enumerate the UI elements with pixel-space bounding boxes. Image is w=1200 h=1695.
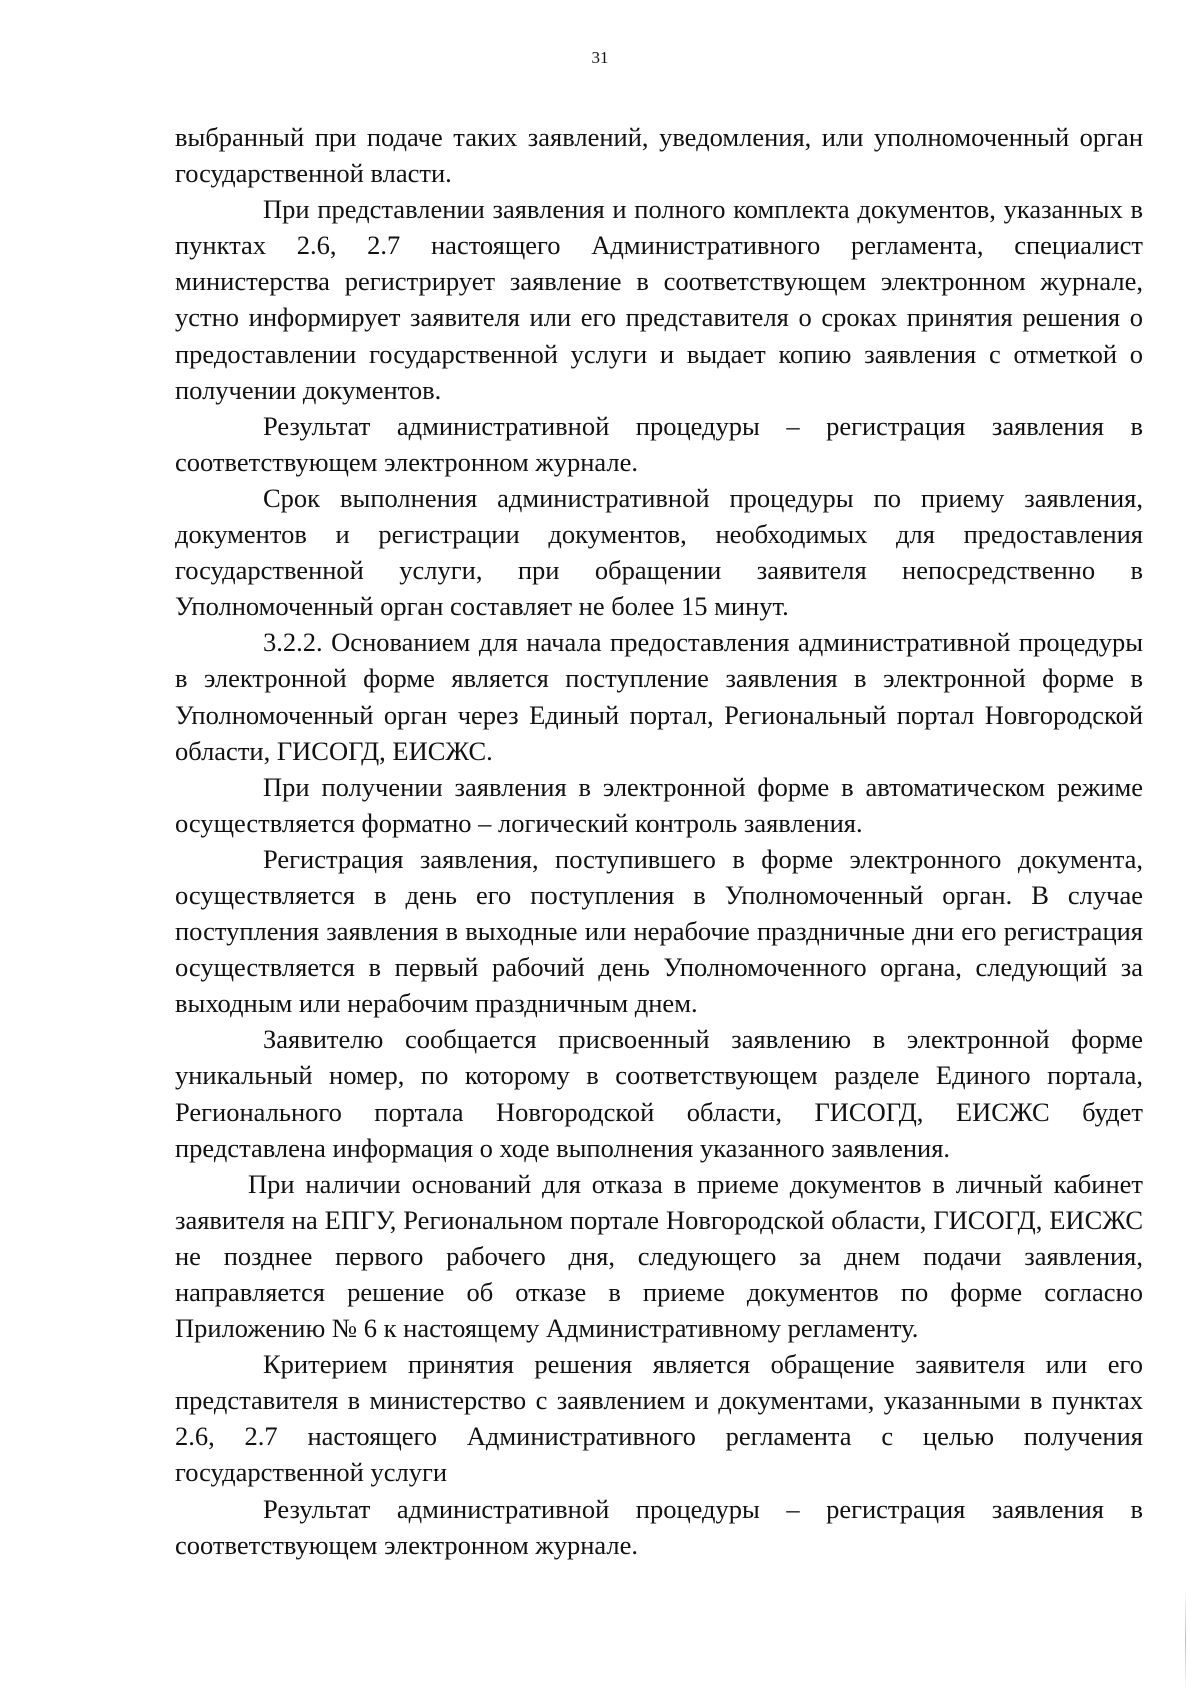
paragraph-2: При представлении заявления и полного комплекта документов, указанных в пунктах 2.6, 2.7 настоящего Административного регламента, специалист министерства регистрирует заявление в соответствующем электронном журнале, устно информирует заявителя или его представителя о сроках принятия решения о предоставлении государственной услуги и выдает копию заявления с отметкой о получении документов. xyxy=(175,194,1143,405)
paragraph-8: Заявителю сообщается присвоенный заявлению в электронной форме уникальный номер, по которому в соответствующем разделе Единого портала, Регионального портала Новгородской области, ГИСОГД, ЕИСЖС будет представлена информация о ходе выполнения указанного заявления. xyxy=(175,1024,1143,1163)
paragraph-10: Критерием принятия решения является обращение заявителя или его представителя в министерство с заявлением и документами, указанными в пунктах 2.6, 2.7 настоящего Административного регламента с целью получения государственной услуги xyxy=(175,1349,1143,1488)
document-body xyxy=(175,119,1143,1563)
paragraph-7: Регистрация заявления, поступившего в форме электронного документа, осуществляется в день его поступления в Уполномоченный орган. В случае поступления заявления в выходные или нерабочие праздничные дни его регистрация осуществляется в первый рабочий день Уполномоченного органа, следующий за выходным или нерабочим праздничным днем. xyxy=(175,843,1143,1019)
paragraph-4: Срок выполнения административной процедуры по приему заявления, документов и регистрации документов, необходимых для предоставления государственной услуги, при обращении заявителя непосредственно в Уполномоченный орган составляет не более 15 минут. xyxy=(175,482,1143,622)
paragraph-9: При наличии оснований для отказа в приеме документов в личный кабинет заявителя на ЕПГУ, Региональном портале Новгородской области, ГИСОГД, ЕИСЖС не позднее первого рабочего дня, следующего за днем подачи заявления, направляется решение об отказе в приеме документов по форме согласно Приложению № 6 к настоящему Административному регламенту. xyxy=(175,1168,1143,1344)
page-number: 31 xyxy=(591,48,609,67)
paragraph-3: Результат административной процедуры – регистрация заявления в соответствующем электронном журнале. xyxy=(175,410,1143,477)
paragraph-11: Результат административной процедуры – регистрация заявления в соответствующем электронном журнале. xyxy=(175,1493,1143,1560)
paragraph-1: выбранный при подаче таких заявлений, уведомления, или уполномоченный орган государственной власти. xyxy=(175,122,1143,189)
paragraph-6: При получении заявления в электронной форме в автоматическом режиме осуществляется форматно – логический контроль заявления. xyxy=(175,771,1143,838)
scan-edge-mark xyxy=(1185,1590,1186,1690)
paragraph-5: 3.2.2. Основанием для начала предоставления административной процедуры в электронной форме является поступление заявления в электронной форме в Уполномоченный орган через Единый портал, Региональный портал Новгородской области, ГИСОГД, ЕИСЖС. xyxy=(175,627,1143,766)
